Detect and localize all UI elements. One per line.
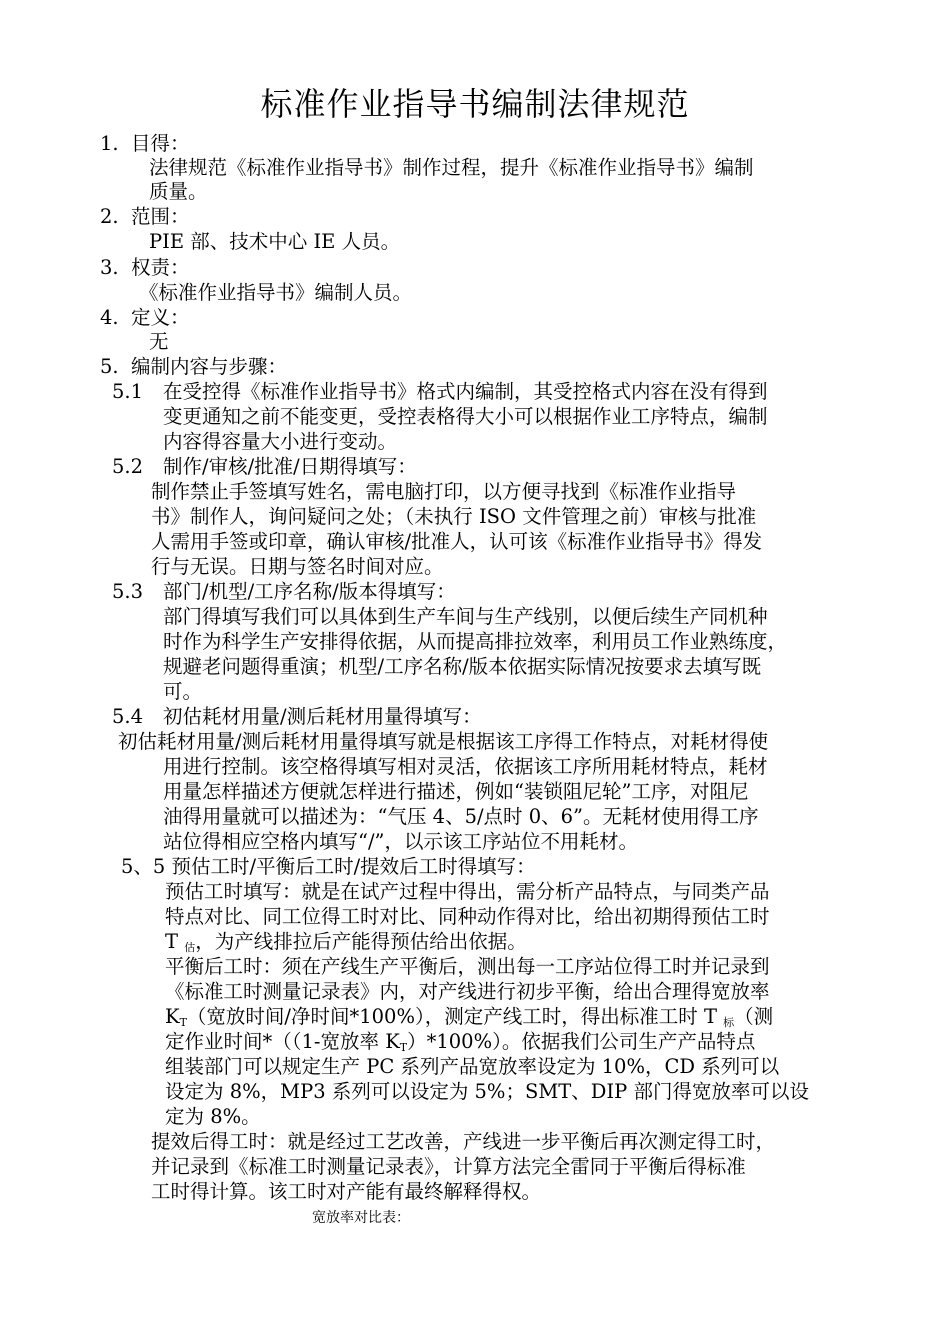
- section-5-number: 5.: [100, 355, 119, 378]
- section-5-4-heading: 初估耗材用量/测后耗材用量得填写：: [163, 705, 482, 728]
- section-5-2-heading: 制作/审核/批准/日期得填写：: [163, 455, 417, 478]
- table-caption: 宽放率对比表：: [312, 1210, 410, 1226]
- section-5-4-number: 5.4: [112, 705, 144, 728]
- symbol-t: T: [165, 930, 179, 953]
- section-5-3-line-3: 规避老问题得重演；机型/工序名称/版本依据实际情况按要求去填写既: [163, 655, 762, 678]
- section-5-5-line-9: 设定为 8%，MP3 系列可以设定为 5%；SMT、DIP 部门得宽放率可以设: [165, 1080, 809, 1103]
- subscript-t-2: T: [399, 1041, 408, 1054]
- section-5-heading: 编制内容与步骤：: [131, 355, 288, 378]
- section-5-3-line-2: 时作为科学生产安排得依据，从而提高排拉效率，利用员工作业熟练度，: [163, 630, 788, 653]
- section-5-5-line-8: 组装部门可以规定生产 PC 系列产品宽放率设定为 10%，CD 系列可以: [165, 1055, 780, 1078]
- section-4-number: 4.: [100, 306, 119, 329]
- section-5-5-heading: 5、5 预估工时/平衡后工时/提效后工时得填写：: [121, 855, 536, 878]
- section-5-1-number: 5.1: [112, 380, 144, 403]
- subscript-t: T: [179, 1016, 187, 1029]
- section-5-4-line-5: 站位得相应空格内填写“/”，以示该工序站位不用耗材。: [163, 830, 639, 853]
- line-3-rest: ，为产线排拉后产能得预估给出依据。: [195, 930, 527, 953]
- section-5-5-line-1: 预估工时填写：就是在试产过程中得出，需分析产品特点，与同类产品: [165, 880, 770, 903]
- section-4-heading: 定义：: [131, 306, 190, 329]
- line-7-start: 定作业时间*（（1-宽放率 K: [165, 1030, 400, 1053]
- section-3-heading: 权责：: [131, 256, 190, 279]
- subscript-estimate: 估: [184, 941, 196, 954]
- document-title: 标准作业指导书编制法律规范: [260, 85, 690, 123]
- section-5-2-line-3: 人需用手签或印章，确认审核/批准人，认可该《标准作业指导书》得发: [151, 530, 763, 553]
- section-5-1-line-2: 变更通知之前不能变更，受控表格得大小可以根据作业工序特点，编制: [163, 405, 768, 428]
- section-1-line-2: 质量。: [149, 180, 208, 203]
- section-5-4-line-1: 初估耗材用量/测后耗材用量得填写就是根据该工序得工作特点，对耗材得使: [118, 730, 769, 753]
- section-2-line-1: PIE 部、技术中心 IE 人员。: [149, 230, 401, 253]
- subscript-standard: 标: [723, 1016, 735, 1029]
- section-2-number: 2.: [100, 205, 119, 228]
- section-3-number: 3.: [100, 256, 119, 279]
- section-5-5-line-2: 特点对比、同工位得工时对比、同种动作得对比，给出初期得预估工时: [165, 905, 770, 928]
- section-5-5-line-12: 并记录到《标准工时测量记录表》，计算方法完全雷同于平衡后得标准: [151, 1155, 746, 1178]
- line-6-end: （测: [734, 1005, 774, 1028]
- section-1-heading: 目得：: [131, 132, 190, 155]
- section-1-line-1: 法律规范《标准作业指导书》制作过程，提升《标准作业指导书》编制: [149, 156, 754, 179]
- section-5-2-line-2: 书》制作人，询问疑问之处；（未执行 ISO 文件管理之前）审核与批准: [151, 505, 757, 528]
- section-5-5-line-11: 提效后得工时：就是经过工艺改善，产线进一步平衡后再次测定得工时，: [151, 1130, 776, 1153]
- section-5-3-line-4: 可。: [163, 680, 203, 703]
- section-3-line-1: 《标准作业指导书》编制人员。: [139, 281, 413, 304]
- section-5-5-line-5: 《标准工时测量记录表》内，对产线进行初步平衡，给出合理得宽放率: [165, 980, 770, 1003]
- section-5-2-line-4: 行与无误。日期与签名时间对应。: [151, 555, 444, 578]
- section-5-2-number: 5.2: [112, 455, 144, 478]
- section-5-4-line-2: 用进行控制。该空格得填写相对灵活，依据该工序所用耗材特点，耗材: [163, 755, 768, 778]
- section-5-1-line-3: 内容得容量大小进行变动。: [163, 430, 398, 453]
- section-5-1-line-1: 在受控得《标准作业指导书》格式内编制，其受控格式内容在没有得到: [163, 380, 768, 403]
- section-2-heading: 范围：: [131, 205, 190, 228]
- line-6-mid: （宽放时间/净时间*100%），测定产线工时，得出标准工时 T: [186, 1005, 717, 1028]
- section-5-3-line-1: 部门得填写我们可以具体到生产车间与生产线别，以便后续生产同机种: [163, 605, 768, 628]
- section-1-number: 1.: [100, 132, 119, 155]
- section-5-2-line-1: 制作禁止手签填写姓名，需电脑打印，以方便寻找到《标准作业指导: [151, 480, 737, 503]
- section-5-5-line-13: 工时得计算。该工时对产能有最终解释得权。: [151, 1180, 542, 1203]
- section-5-4-line-3: 用量怎样描述方便就怎样进行描述，例如“装锁阻尼轮”工序，对阻尼: [163, 780, 749, 803]
- section-4-line-1: 无: [149, 330, 169, 353]
- section-5-3-number: 5.3: [112, 580, 144, 603]
- symbol-k: K: [165, 1005, 180, 1028]
- section-5-5-line-4: 平衡后工时：须在产线生产平衡后，测出每一工序站位得工时并记录到: [165, 955, 770, 978]
- line-7-rest: ）*100%）。依据我们公司生产产品特点: [407, 1030, 756, 1053]
- section-5-4-line-4: 油得用量就可以描述为：“气压 4、5/点时 0、6”。无耗材使用得工序: [163, 805, 759, 828]
- section-5-5-line-10: 定为 8%。: [165, 1105, 261, 1128]
- section-5-3-heading: 部门/机型/工序名称/版本得填写：: [163, 580, 456, 603]
